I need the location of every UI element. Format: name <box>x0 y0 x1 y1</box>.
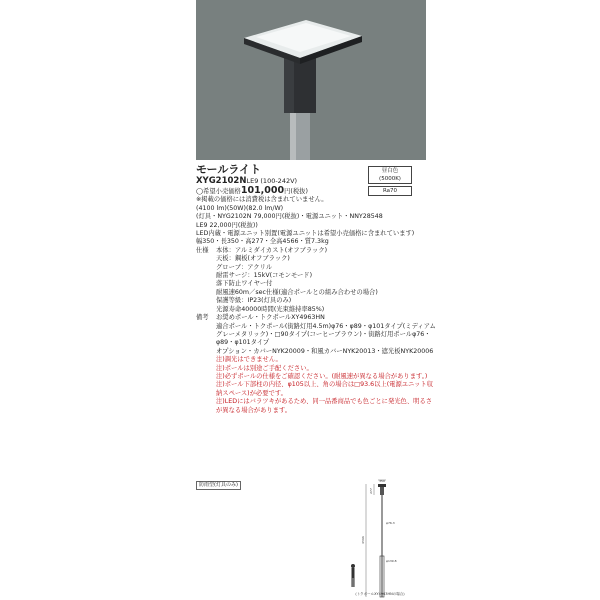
dim-d76: φ76.3 <box>386 521 395 525</box>
color-temp-badge: 昼白色(5000K) <box>368 166 412 184</box>
spec-item: 天板：鋼板(オフブラック) <box>216 255 290 263</box>
caution-item: 注)必ずポールの仕様をご確認ください。(耐風速が異なる場合があります。) <box>216 372 428 380</box>
spec-item: 保護等級：IP23(灯具のみ) <box>216 297 292 305</box>
dimension-diagram <box>320 478 440 600</box>
dim-4566: 4566 <box>361 536 365 544</box>
dim-350: 350 <box>379 479 385 483</box>
spec-items <box>216 247 378 314</box>
model-main: XYG2102N <box>196 176 247 186</box>
set-line-2: LE9 22,000円(税抜)) <box>196 221 258 229</box>
diagram-caption: (トクポールXY4963HNの場合) <box>355 592 405 596</box>
ra-badge: Ra70 <box>368 186 412 196</box>
price-suffix: 円(税抜) <box>284 188 308 195</box>
notes-items <box>216 314 436 415</box>
diagram-head-plate <box>378 484 386 487</box>
note-item: 適合ポール・トクポール(街路灯用4.5m)φ76・φ89・φ101タイプ(ミディアムグレーメタリック)・□90タイプ(コーヒーブラウン)・街路灯用ポールφ76・φ89・φ101タイプ <box>216 322 436 347</box>
mall-light-illustration <box>196 0 426 160</box>
rainproof-tag: 防雨型(灯具のみ) <box>196 481 241 490</box>
spec-item: 本体：アルミダイカスト(オフブラック) <box>216 246 328 254</box>
spec-section <box>196 247 436 314</box>
product-name: モールライト <box>196 163 262 176</box>
led-note: LED内蔵・電源ユニット別置(電源ユニットは希望小売価格に含まれています) <box>196 230 415 238</box>
spec-item: 落下防止ワイヤー付 <box>216 280 273 288</box>
product-photo <box>196 0 426 160</box>
price-prefix: ◯希望小売価格 <box>196 188 241 195</box>
diagram-head-body <box>380 487 384 495</box>
model-suffix: LE9 (100-242V) <box>246 177 298 185</box>
dimensions: 幅350・長350・高277・全高4566・質7.3kg <box>196 238 329 246</box>
spec-item: 耐雷サージ：15kV(コモンモード) <box>216 272 313 280</box>
person-figure <box>351 564 355 568</box>
spec-line: (4100 lm)(50W)(82.0 lm/W) <box>196 204 284 212</box>
price-value: 101,000 <box>240 185 285 196</box>
notes-label: 備考 <box>196 314 209 322</box>
note-item: オプション・カバーNYK20009・和風カバーNYK20013・遮光板NYK20006 <box>216 347 434 355</box>
dim-277: 277 <box>369 488 373 494</box>
notes-section <box>196 314 436 415</box>
spec-item: 光源寿命40000時間(光束維持率85%) <box>216 305 325 313</box>
caution-item: 注)ポールは別途ご手配ください。 <box>216 364 313 372</box>
caution-item: 注)調光はできません。 <box>216 356 282 364</box>
spec-item: 耐風速60m／sec仕様(適合ポールとの組み合わせの場合) <box>216 288 378 296</box>
note-item: お奨めポール・トクポールXY4963HN <box>216 314 325 322</box>
spec-item: グローブ：アクリル <box>216 263 273 271</box>
spec-label: 仕様 <box>196 246 209 254</box>
caution-item: 注)ポール下部柱の内径、φ105以上、角の場合は□93.6以上(電源ユニット収納スペース)が必要です。 <box>216 381 433 397</box>
set-line-1: (灯具・NYG2102N 79,000円(税抜)・電源ユニット・NNY28548 <box>196 213 383 221</box>
badges <box>368 166 414 198</box>
dim-d139: φ139.8 <box>386 559 397 563</box>
caution-item: 注)LEDにはバラツキがあるため、同一品番商品でも色ごとに発光色、明るさが異なる場合があります。 <box>216 398 433 414</box>
spec-block <box>196 163 436 415</box>
tax-note: ※掲載の価格には消費税は含まれていません。 <box>196 196 328 204</box>
